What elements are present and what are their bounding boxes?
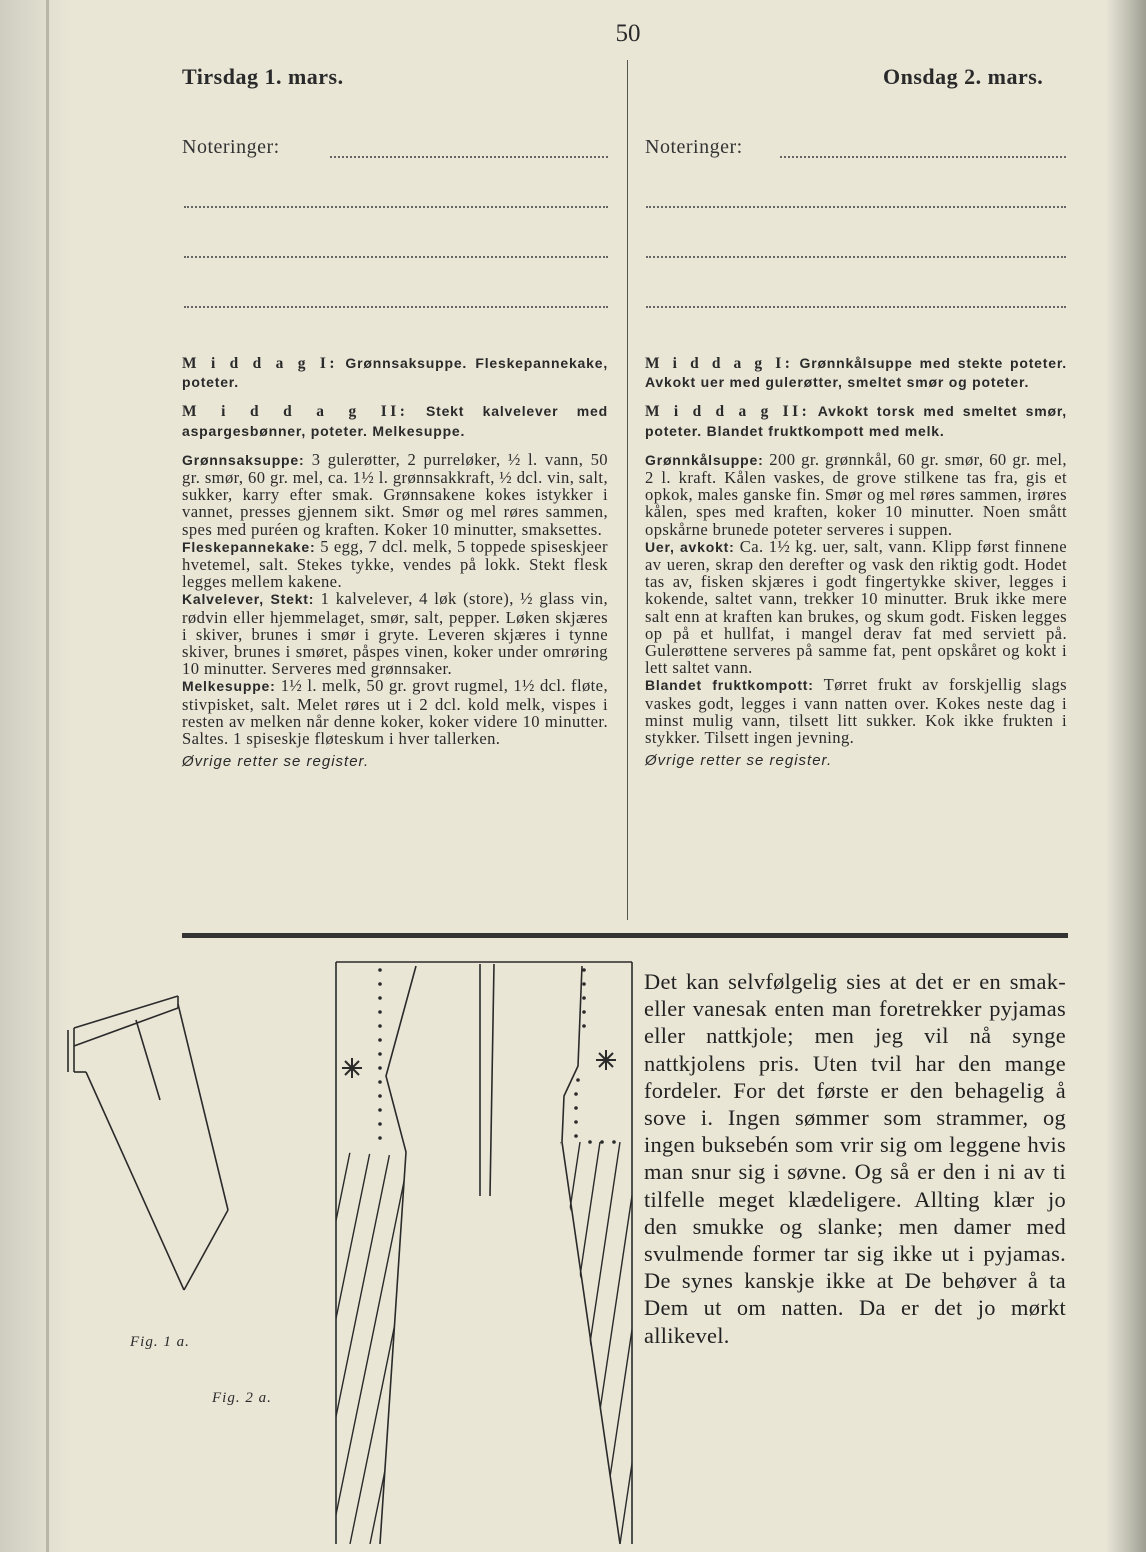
recipe-text: Ca. 1½ kg. uer, salt, vann. Klipp først finnene av ueren, skrap den derefter og vask den riktig godt. Hodet tas av, fisken skjæres i godt fingertykke skiver, legges i kokende, saltet vann, trekker 10 minutter. Bruk ikke mere salt enn at kraften kan brukes, og skum godt. Fisken legges op på et hullfat, i mangel derav fat med serviett på. Gulerøttene serveres på samme fat, pent opskåret og kokt i lett saltet vann. <box>645 536 1067 678</box>
notes-label-tuesday: Noteringer: <box>182 136 280 158</box>
middag-text: Grønnkålsuppe med stekte poteter. Avkokt uer med gulerøtter, smeltet smør og poteter. <box>645 355 1067 391</box>
middag-label: M i d d a g II: <box>645 403 811 421</box>
recipe-title: Grønnkålsuppe: <box>645 451 764 468</box>
recipe-text: 3 gulerøtter, 2 purreløker, ½ l. vann, 50 gr. smør, 60 gr. mel, ca. 1½ l. grønnsakkraft, ½ dcl. vin, salt, sukker, karry efter smak. Grønnsakene kokes istykker i vannet, presses gjennem sikt. Smør og mel røres sammen, spes med puréen og kraften. Koker 10 minutter, smaksettes. <box>182 449 608 539</box>
section-rule <box>182 933 1068 938</box>
recipe-title: Fleskepannekake: <box>182 538 316 555</box>
recipe-title: Grønnsaksuppe: <box>182 451 305 468</box>
notes-line <box>184 306 608 308</box>
recipe-text: 1 kalvelever, 4 løk (store), ½ glass vin, rødvin eller hjemmelaget, smør, salt, pepper. Løken skjæres i skiver, brunes i smør i gryte. Leveren skjæres i tynne skiver, brunes i smøret, påspes vinen, koker under omrøring 10 minutter. Serveres med grønnsaker. <box>182 589 608 679</box>
menu-tuesday <box>182 354 608 781</box>
page-edge <box>1106 0 1146 1552</box>
recipe-text: 1½ l. melk, 50 gr. grovt rugmel, 1½ dcl. fløte, stivpisket, salt. Melet røres ut i 2 dcl. kold melk, vispes i resten av melken når denne koker, koker videre 10 minutter. Saltes. 1 spiseskje fløteskum i hver tallerken. <box>182 676 608 749</box>
sleeve-pattern-figure <box>60 980 230 1310</box>
middag-label: M i d d a g II: <box>182 403 409 421</box>
middag-text: Avkokt torsk med smeltet smør, poteter. Blandet fruktkompott med melk. <box>645 403 1067 439</box>
recipe-title: Blandet fruktkompott: <box>645 677 814 694</box>
recipe-text: 200 gr. grønnkål, 60 gr. smør, 60 gr. mel, 2 l. kraft. Kålen vaskes, de grove stilkene tas fra, gis et opkok, males ganske fin. Smør og mel røres sammen, irøres kålen, spes med kraften, koker 10 minutter. Noen smått opskårne brunede poteter serveres i suppen. <box>645 449 1067 539</box>
figure-1a-label: Fig. 1 a. <box>130 1334 190 1350</box>
recipe-title: Melkesuppe: <box>182 678 276 695</box>
notes-line <box>646 306 1066 308</box>
notes-line <box>184 206 608 208</box>
menu-wednesday <box>645 354 1067 780</box>
essay-nattkjole: Det kan selvfølgelig sies at det er en smak- eller vanesak enten man foretrekker pyjamas eller nattkjole; men jeg vil nå synge nattkjolens pris. Uten tvil har den mange fordeler. For det første er den behagelig å sove i. Ingen sømmer som strammer, og ingen buksebén som vrir sig om leggene hvis man snur sig i søvne. Og så er den i ni av ti tilfelle meget klædeligere. Allting klær jo den smukke og slanke; men damer med svulmende former tar sig ikke ut i pyjamas. De synes kanskje ikke at De behøver å ta Dem ut om natten. Da er det jo mørkt allikevel. <box>644 969 1066 1348</box>
column-divider <box>627 60 628 920</box>
recipe-text: Tørret frukt av forskjellig slags vaskes godt, legges i vann natten over. Kokes neste dag i minst mulig vann, tilsett litt sukker. Kok ikke frukten i stykker. Tilsett ingen jevning. <box>645 675 1068 748</box>
book-binding <box>0 0 70 1552</box>
notes-line <box>646 256 1066 258</box>
day-title-wednesday: Onsdag 2. mars. <box>883 64 1044 89</box>
recipe-title: Uer, avkokt: <box>645 538 735 555</box>
register-note: Øvrige retter se register. <box>645 752 833 770</box>
notes-line <box>780 156 1066 158</box>
notes-line <box>646 206 1066 208</box>
middag-label: M i d d a g I: <box>182 355 338 372</box>
middag-label: M i d d a g I: <box>645 355 794 372</box>
figure-2a-label: Fig. 2 a. <box>212 1390 272 1406</box>
notes-line <box>330 156 608 158</box>
middag-text: Grønnsaksuppe. Fleskepannekake, poteter. <box>182 355 609 391</box>
middag-text: Stekt kalvelever med aspargesbønner, poteter. Melkesuppe. <box>182 403 608 439</box>
notes-label-wednesday: Noteringer: <box>645 136 743 158</box>
recipe-text: 5 egg, 7 dcl. melk, 5 toppede spiseskjeer hvetemel, salt. Stekes tykke, vendes på lokk. Stekt flesk legges mellem kakene. <box>182 536 608 592</box>
notes-line <box>184 256 608 258</box>
trouser-pattern-figure <box>330 956 640 1546</box>
recipe-title: Kalvelever, Stekt: <box>182 591 315 608</box>
day-title-tuesday: Tirsdag 1. mars. <box>182 64 344 89</box>
register-note: Øvrige retter se register. <box>182 753 370 771</box>
page-number: 50 <box>615 20 641 47</box>
